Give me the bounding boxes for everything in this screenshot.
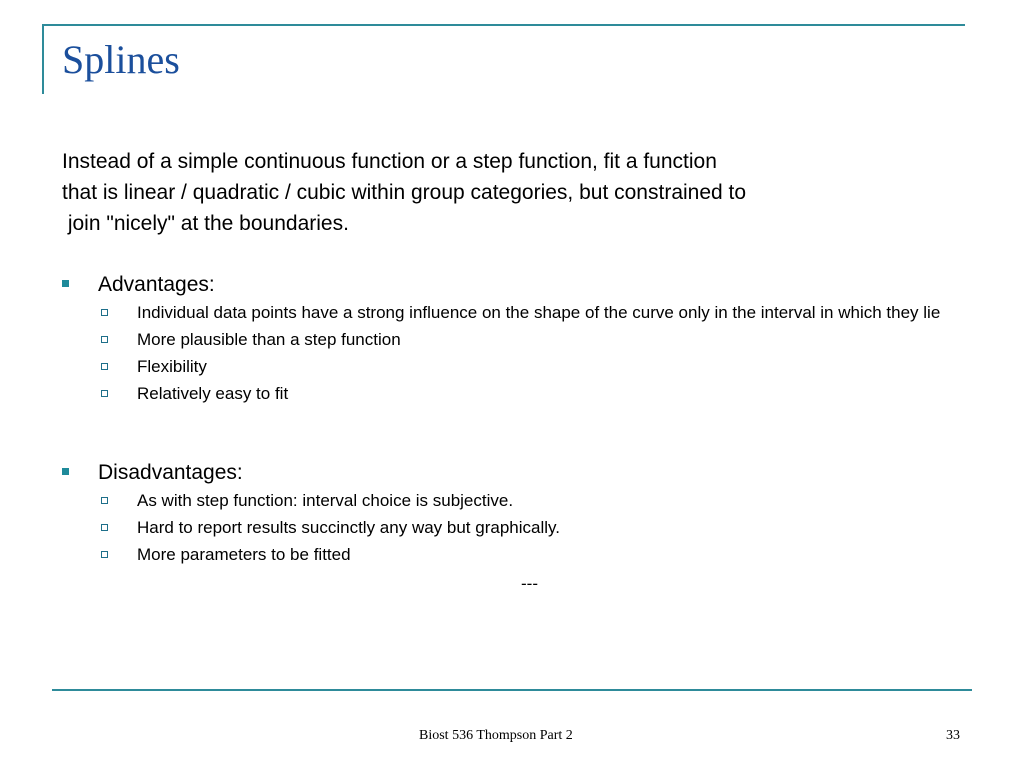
hollow-square-bullet-icon	[101, 336, 108, 343]
hollow-square-bullet-icon	[101, 551, 108, 558]
disadvantages-list	[101, 490, 941, 571]
hollow-square-bullet-icon	[101, 309, 108, 316]
top-border-line	[42, 24, 965, 26]
left-border-line	[42, 24, 44, 94]
footer-divider	[52, 689, 972, 691]
square-bullet-icon	[62, 280, 69, 287]
slide-title: Splines	[62, 37, 180, 82]
intro-paragraph	[62, 146, 942, 239]
intro-line: that is linear / quadratic / cubic within group categories, but constrained to	[62, 181, 747, 204]
trailing-dashes: ---	[521, 574, 538, 593]
hollow-square-bullet-icon	[101, 524, 108, 531]
list-item: More plausible than a step function	[101, 329, 941, 350]
section-heading-disadvantages: Disadvantages:	[62, 460, 243, 486]
list-item: Individual data points have a strong influence on the shape of the curve only in the interval in which they lie	[101, 302, 941, 323]
list-item: Relatively easy to fit	[101, 383, 941, 404]
intro-line: join "nicely" at the boundaries.	[62, 212, 349, 235]
square-bullet-icon	[62, 468, 69, 475]
footer-course-label: Biost 536 Thompson Part 2	[419, 728, 573, 743]
hollow-square-bullet-icon	[101, 363, 108, 370]
advantages-list	[101, 302, 941, 410]
list-item: Hard to report results succinctly any way but graphically.	[101, 517, 941, 538]
list-item: More parameters to be fitted	[101, 544, 941, 565]
list-item: As with step function: interval choice is subjective.	[101, 490, 941, 511]
slide-number: 33	[946, 728, 960, 743]
hollow-square-bullet-icon	[101, 497, 108, 504]
intro-line: Instead of a simple continuous function or a step function, fit a function	[62, 150, 717, 173]
list-item: Flexibility	[101, 356, 941, 377]
hollow-square-bullet-icon	[101, 390, 108, 397]
section-heading-advantages: Advantages:	[62, 272, 215, 298]
